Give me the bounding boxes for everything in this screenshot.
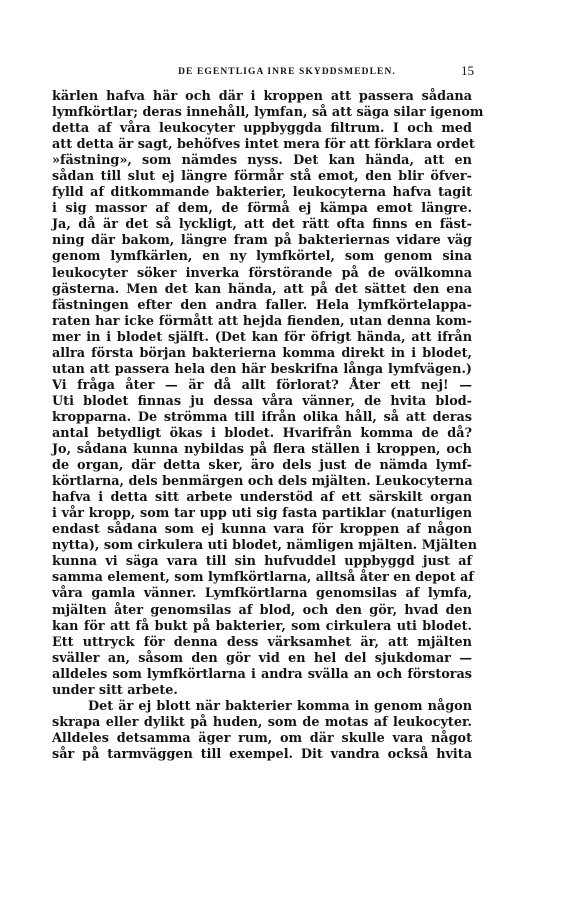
text-line: kärlen hafva här och där i kroppen att passera sådana [52,89,472,104]
text-line: i sig massor af dem, de förmå ej kämpa emot längre. [52,201,472,217]
text-line: kropparna. De strömma till ifrån olika håll, så att deras [52,409,472,425]
text-line: körtlarna, dels benmärgen och dels mjälten. Leukocyterna [52,474,473,490]
text-line: detta af våra leukocyter uppbyggda filtrum. I och med [52,121,472,137]
text-line: de organ, där detta sker, äro dels just de nämda lymf- [52,458,472,474]
body-text [52,89,484,763]
text-line: genom lymfkärlen, en ny lymfkörtel, som genom sina [52,249,472,265]
running-title: DE EGENTLIGA INRE SKYDDSMEDLEN. [178,67,396,77]
text-line: mer in i blodet själft. (Det kan för öfrigt hända, att ifrån [52,329,472,345]
text-line: raten har icke förmått att hejda fienden, utan denna kom- [52,313,472,329]
text-line: endast sådana som ej kunna vara för kroppen af någon [52,522,472,538]
running-head [94,64,474,80]
text-line: »fästning», som nämdes nyss. Det kan hända, att en [52,153,472,169]
page-number: 15 [461,63,474,78]
text-line: sådan till slut ej längre förmår stå emot, den blir öfver- [52,169,472,185]
text-line: i vår kropp, som tar upp uti sig fasta partiklar (naturligen [52,506,472,522]
text-line: Ett uttryck för denna dess värksamhet är, att mjälten [52,634,472,650]
text-line: leukocyter söker inverka förstörande på de ovälkomna [52,265,472,281]
text-line: fästningen efter den andra faller. Hela lymfkörtelappa- [52,297,472,313]
text-line: alldeles som lymfkörtlarna i andra svälla an och förstoras [52,666,472,682]
text-line: gästerna. Men det kan hända, att på det sättet den ena [52,281,472,297]
text-line: allra första början bakterierna komma direkt in i blodet, [52,345,472,361]
text-line: sår på tarmväggen till exempel. Dit vandra också hvita [52,746,472,762]
text-line: Alldeles detsamma äger rum, om där skulle vara något [52,730,472,746]
text-line: ning där bakom, längre fram på bakteriernas vidare väg [52,233,472,249]
text-line: att detta är sagt, behöfves intet mera för att förklara ordet [52,137,475,153]
text-line: Uti blodet finnas ju dessa våra vänner, de hvita blod- [52,393,472,409]
text-line: nytta), som cirkulera uti blodet, nämligen mjälten. Mjälten [52,538,478,554]
text-line: hafva i detta sitt arbete understöd af ett särskilt organ [52,490,472,506]
text-line: Jo, sådana kunna nybildas på flera ställen i kroppen, och [52,442,472,458]
text-line: Ja, då är det så lyckligt, att det rätt ofta finns en fäst- [52,217,472,233]
text-line: skrapa eller dylikt på huden, som de motas af leukocyter. [52,714,472,730]
text-line: sväller an, såsom den gör vid en hel del sjukdomar — [52,650,472,666]
text-line: mjälten åter genomsilas af blod, och den gör, hvad den [52,602,472,618]
text-line: kan för att få bukt på bakterier, som cirkulera uti blodet. [52,618,472,634]
text-line: Vi fråga åter — är då allt förlorat? Åter ett nej! — [52,377,472,393]
text-line: Det är ej blott när bakterier komma in genom någon [88,698,472,714]
text-line: våra gamla vänner. Lymfkörtlarna genomsilas af lymfa, [52,586,472,602]
text-line: utan att passera hela den här beskrifna långa lymfvägen.) [52,361,472,377]
text-line: lymfkörtlar; deras innehåll, lymfan, så att säga silar igenom [52,105,484,121]
text-line: fylld af ditkommande bakterier, leukocyterna hafva tagit [52,185,472,201]
text-line: antal betydligt ökas i blodet. Hvarifrån komma de då? [52,425,472,441]
text-line: kunna vi säga vara till sin hufvuddel uppbyggd just af [52,554,472,570]
text-line: under sitt arbete. [52,682,178,698]
text-line: samma element, som lymfkörtlarna, alltså åter en depot af [52,570,474,586]
